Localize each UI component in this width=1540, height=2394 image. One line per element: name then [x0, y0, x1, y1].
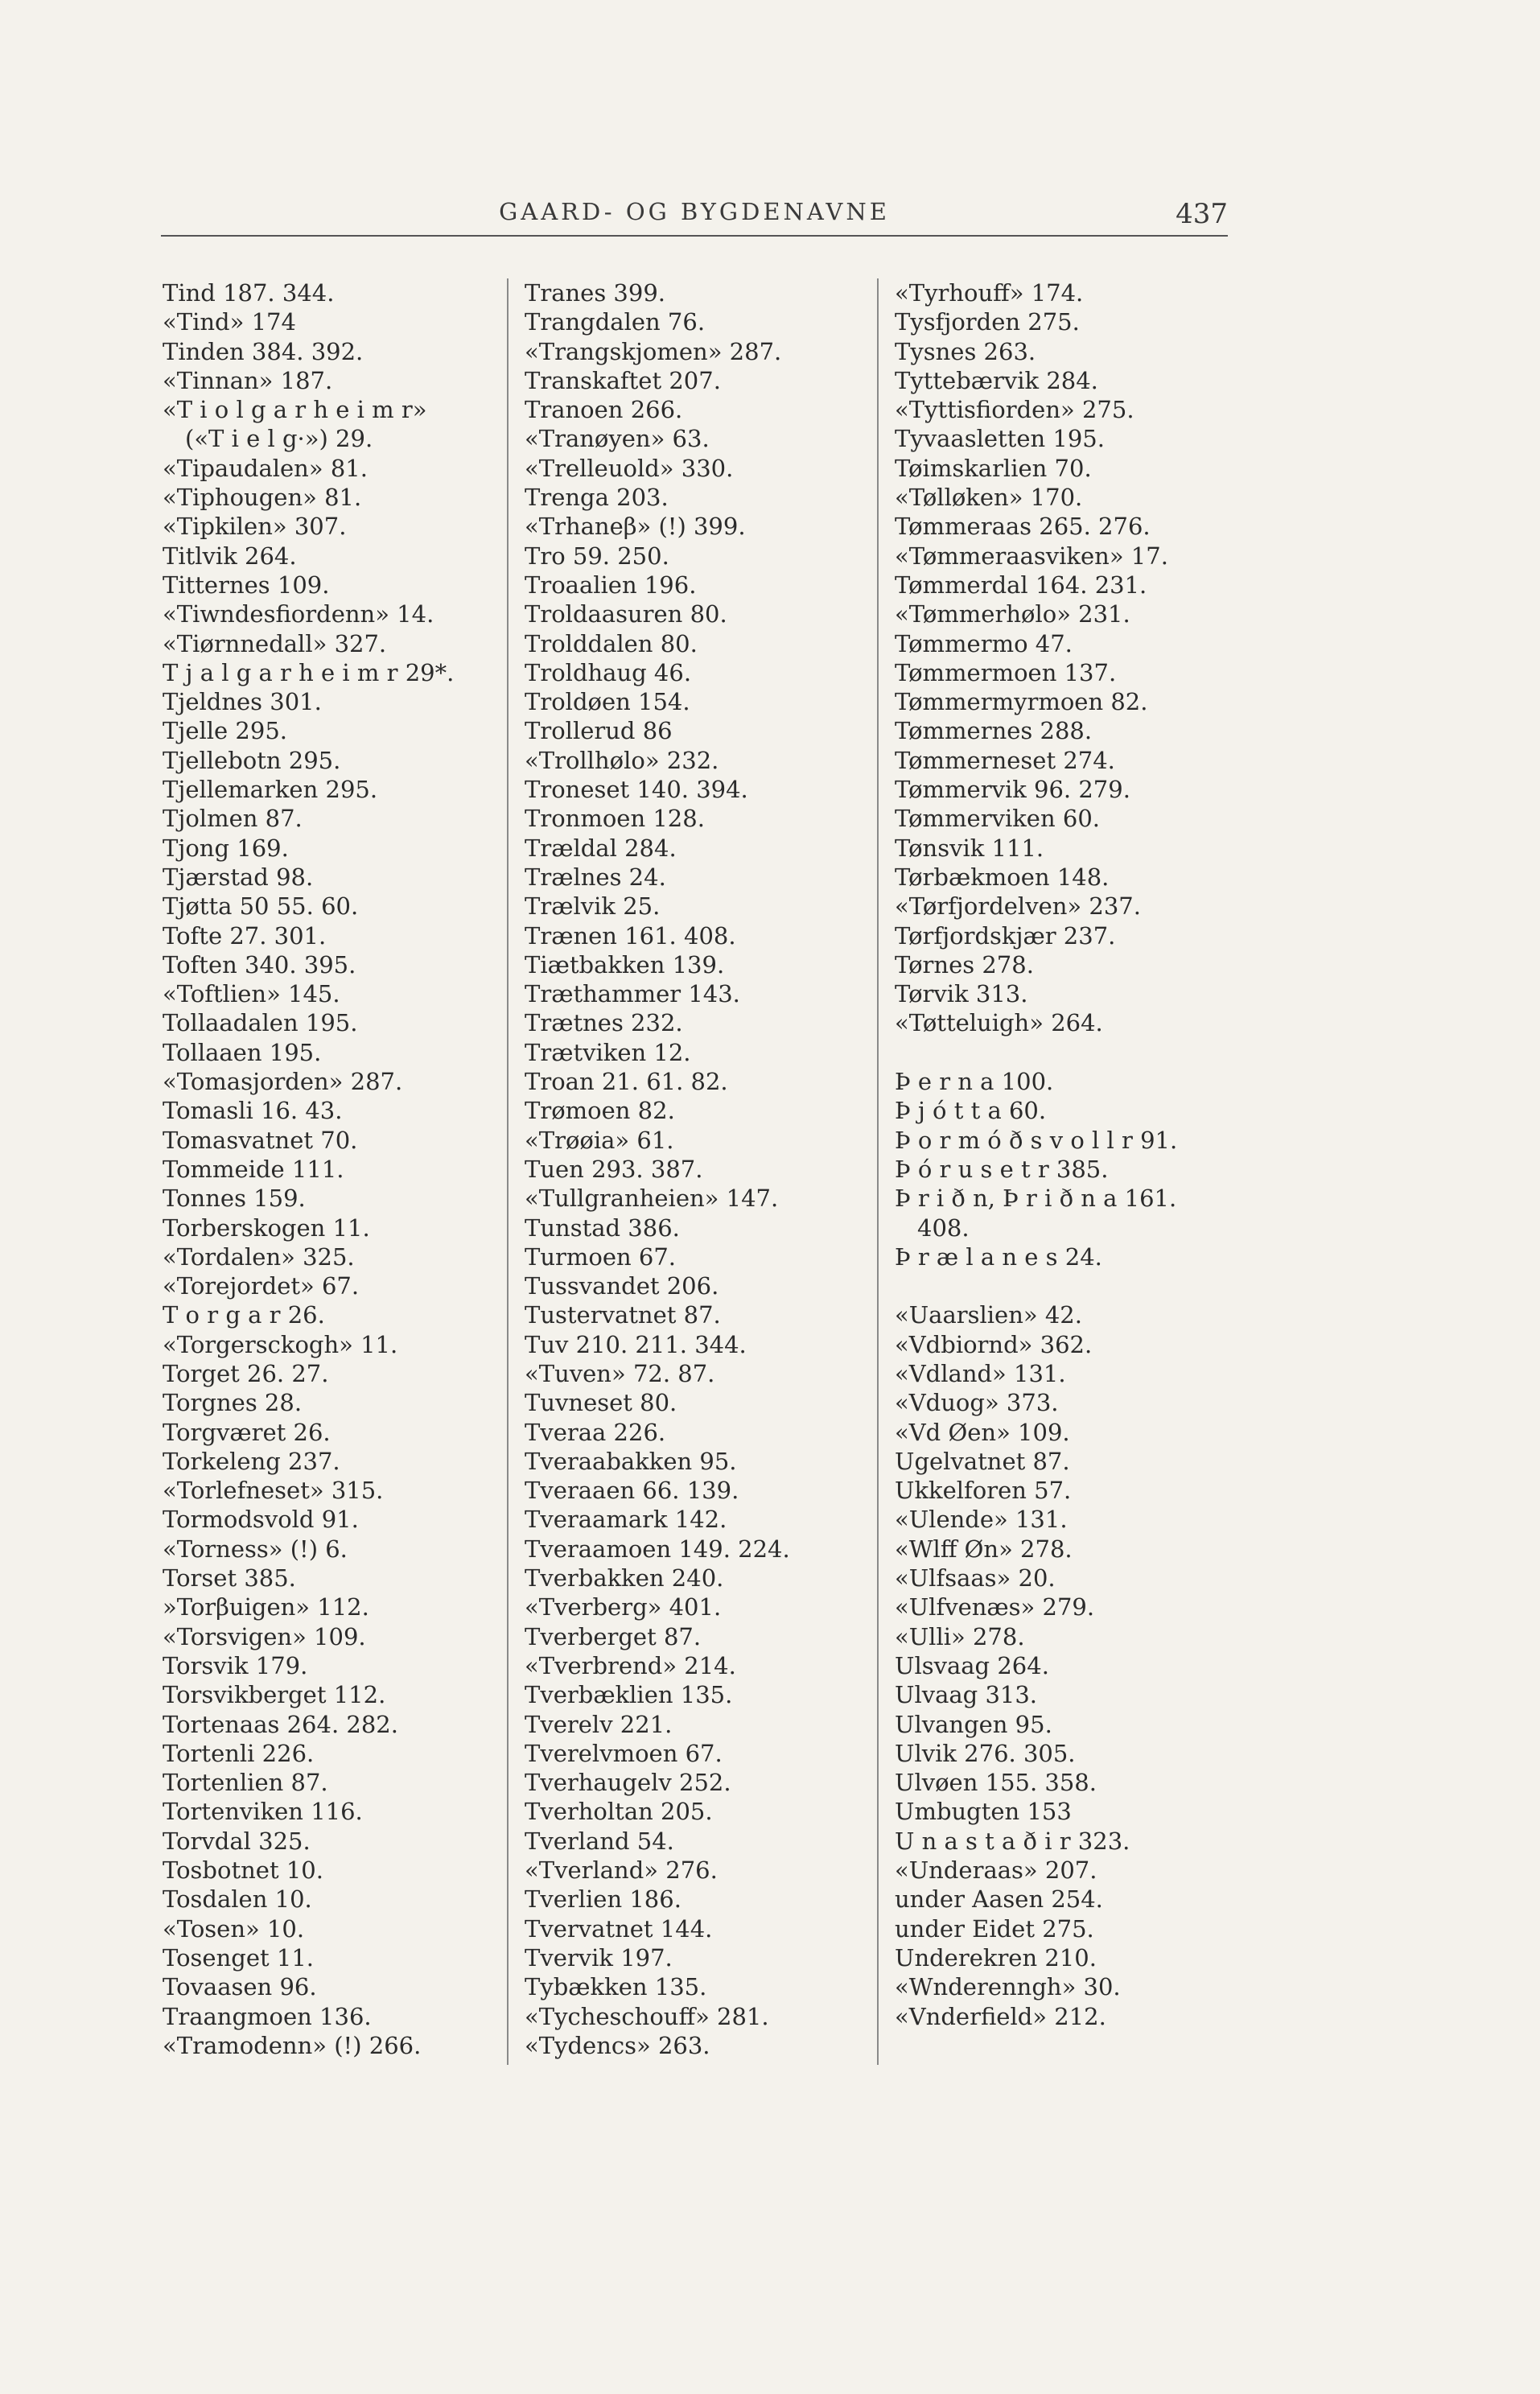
index-entry: under Eidet 275. — [895, 1914, 1094, 1943]
index-entry: Þ r i ð n, Þ r i ð n a 161. — [895, 1185, 1177, 1213]
index-entry: Tind 187. 344. — [163, 279, 335, 307]
index-entry: «Tosen» 10. — [163, 1914, 305, 1943]
index-entry: Tjøtta 50 55. 60. — [163, 892, 359, 921]
index-entry: Tømmernes 288. — [895, 717, 1093, 745]
index-entry: «Vd Øen» 109. — [895, 1418, 1070, 1446]
index-entry: Tormodsvold 91. — [163, 1506, 359, 1534]
index-entry: Torgværet 26. — [163, 1418, 331, 1446]
index-entry: Tunstad 386. — [525, 1213, 680, 1242]
index-entry: Troldhaug 46. — [525, 658, 692, 686]
index-entry: Tømmermyrmoen 82. — [895, 688, 1148, 716]
index-entry: Tømmermoen 137. — [895, 658, 1117, 686]
index-entry: Tverland 54. — [525, 1827, 674, 1855]
index-entry: Tjærstad 98. — [163, 863, 314, 891]
index-entry: «Torness» (!) 6. — [163, 1535, 348, 1563]
index-entry: Tortenli 226. — [163, 1739, 315, 1767]
index-entry: Tverbakken 240. — [525, 1564, 724, 1593]
index-entry: Titlvik 264. — [163, 542, 297, 570]
index-entry: «Tranøyen» 63. — [525, 425, 710, 453]
index-entry: Tomasli 16. 43. — [163, 1097, 343, 1125]
index-entry: Tustervatnet 87. — [525, 1301, 721, 1329]
index-entry: Tveraamoen 149. 224. — [525, 1535, 790, 1563]
index-entry: «Ulfsaas» 20. — [895, 1564, 1056, 1593]
index-entry: Tveraamark 142. — [525, 1506, 727, 1534]
index-entry: «Tind» 174 — [163, 308, 296, 336]
index-entry: «Tipaudalen» 81. — [163, 454, 368, 482]
index-entry: U n a s t a ð i r 323. — [895, 1827, 1130, 1855]
running-header — [161, 198, 1228, 238]
index-entry: «Torsvigen» 109. — [163, 1622, 366, 1650]
index-entry: Tollaaen 195. — [163, 1038, 322, 1066]
index-entry: Tørbækmoen 148. — [895, 863, 1110, 891]
index-entry: Tverelv 221. — [525, 1710, 673, 1738]
index-entry: Umbugten 153 — [895, 1798, 1072, 1826]
index-entry: Trætviken 12. — [525, 1038, 691, 1066]
header-title: GAARD- OG BYGDENAVNE — [499, 198, 890, 225]
index-entry: Tranoen 266. — [525, 396, 683, 424]
index-entry: «Trangskjomen» 287. — [525, 337, 782, 365]
index-entry: Þ ó r u s e t r 385. — [895, 1155, 1109, 1183]
header-rule — [161, 235, 1228, 237]
index-entry: Tiætbakken 139. — [525, 950, 725, 979]
index-entry: «Tullgranheien» 147. — [525, 1185, 779, 1213]
index-entry: «Vdbiornd» 362. — [895, 1330, 1093, 1358]
index-entry: Þ e r n a 100. — [895, 1068, 1054, 1096]
index-entry: Tollaadalen 195. — [163, 1009, 358, 1037]
index-entry: «Tverbrend» 214. — [525, 1651, 736, 1679]
index-entry: Þ o r m ó ð s v o l l r 91. — [895, 1126, 1178, 1154]
index-entry: («T i e l g·») 29. — [185, 425, 373, 453]
index-entry: Tommeide 111. — [163, 1155, 344, 1183]
index-entry: «Trøøia» 61. — [525, 1126, 674, 1154]
index-entry: Ugelvatnet 87. — [895, 1447, 1070, 1475]
index-entry: Tysfjorden 275. — [895, 308, 1080, 336]
index-entry: «Tøtteluigh» 264. — [895, 1009, 1103, 1037]
index-entry: Tosdalen 10. — [163, 1885, 312, 1914]
index-entry: Þ r æ l a n e s 24. — [895, 1242, 1102, 1271]
index-entry: Torkeleng 237. — [163, 1447, 340, 1475]
index-entry: Tuvneset 80. — [525, 1389, 677, 1417]
index-entry: «Ulende» 131. — [895, 1506, 1068, 1534]
index-entry: Tømmerneset 274. — [895, 746, 1115, 774]
index-entry: T o r g a r 26. — [163, 1301, 325, 1329]
index-entry: Tveraabakken 95. — [525, 1447, 737, 1475]
index-entry: Tovaasen 96. — [163, 1973, 317, 2001]
index-entry: Titternes 109. — [163, 571, 330, 599]
index-entry: «Tydencs» 263. — [525, 2031, 710, 2059]
index-entry: Turmoen 67. — [525, 1242, 677, 1271]
index-entry: «Tyttisfiorden» 275. — [895, 396, 1134, 424]
index-entry: Toften 340. 395. — [163, 950, 356, 979]
index-entry: «Tverland» 276. — [525, 1856, 718, 1885]
index-entry: Trømoen 82. — [525, 1097, 675, 1125]
index-entry: Tømmermo 47. — [895, 629, 1073, 657]
index-entry: Torvdal 325. — [163, 1827, 311, 1855]
index-entry: «Wlff Øn» 278. — [895, 1535, 1073, 1563]
index-entry: Tømmervik 96. 279. — [895, 776, 1130, 804]
index-entry: «Tinnan» 187. — [163, 366, 333, 394]
index-entry: Tuen 293. 387. — [525, 1155, 703, 1183]
index-entry: Torsvikberget 112. — [163, 1681, 386, 1709]
index-entry: Tussvandet 206. — [525, 1272, 719, 1300]
index-entry: Ulvik 276. 305. — [895, 1739, 1076, 1767]
index-entry: Tvervatnet 144. — [525, 1914, 713, 1943]
index-entry: Tveraaen 66. 139. — [525, 1477, 739, 1505]
index-entry: Trældal 284. — [525, 834, 677, 862]
index-entry: Troldaasuren 80. — [525, 600, 727, 628]
index-entry: Tosbotnet 10. — [163, 1856, 323, 1885]
index-entry: «Vnderfield» 212. — [895, 2002, 1106, 2030]
index-entry: «Tiørnnedall» 327. — [163, 629, 387, 657]
index-entry: Tverelvmoen 67. — [525, 1739, 723, 1767]
index-entry: Tjelle 295. — [163, 717, 287, 745]
index-entry: Troneset 140. 394. — [525, 776, 748, 804]
index-entry: Tronmoen 128. — [525, 805, 705, 833]
column-divider — [877, 278, 879, 2065]
index-entry: Tverberget 87. — [525, 1622, 702, 1650]
column-divider — [507, 278, 509, 2065]
index-entry: Tysnes 263. — [895, 337, 1036, 365]
index-column-1 — [163, 278, 484, 2060]
index-entry: «Vduog» 373. — [895, 1389, 1059, 1417]
index-entry: Tømmeraas 265. 276. — [895, 513, 1151, 541]
index-entry: «Trollhølo» 232. — [525, 746, 719, 774]
index-entry: T j a l g a r h e i m r 29*. — [163, 658, 455, 686]
index-entry: Tybækken 135. — [525, 1973, 707, 2001]
index-entry: Tjellemarken 295. — [163, 776, 378, 804]
index-entry: Tømmerviken 60. — [895, 805, 1100, 833]
index-entry: Tyttebærvik 284. — [895, 366, 1098, 394]
index-entry: Trælnes 24. — [525, 863, 666, 891]
index-entry: Tønsvik 111. — [895, 834, 1044, 862]
index-entry: Tortenlien 87. — [163, 1769, 328, 1797]
index-entry: Tyvaasletten 195. — [895, 425, 1105, 453]
index-entry: Torset 385. — [163, 1564, 296, 1593]
index-entry: Tøimskarlien 70. — [895, 454, 1092, 482]
index-entry: Tjellebotn 295. — [163, 746, 341, 774]
index-entry: Trælvik 25. — [525, 892, 661, 921]
index-entry: Tjong 169. — [163, 834, 289, 862]
index-entry: Troaalien 196. — [525, 571, 697, 599]
index-entry: Tonnes 159. — [163, 1185, 306, 1213]
index-entry: Træthammer 143. — [525, 980, 740, 1008]
index-entry: Underekren 210. — [895, 1943, 1097, 1972]
index-entry: Troldøen 154. — [525, 688, 690, 716]
index-entry: Trollerud 86 — [525, 717, 673, 745]
index-entry: Trætnes 232. — [525, 1009, 683, 1037]
index-entry: Ulvøen 155. 358. — [895, 1769, 1097, 1797]
index-entry: «Underaas» 207. — [895, 1856, 1097, 1885]
index-entry: Tosenget 11. — [163, 1943, 314, 1972]
index-entry: «T i o l g a r h e i m r» — [163, 396, 427, 424]
index-entry: Tveraa 226. — [525, 1418, 666, 1446]
index-entry: «Trelleuold» 330. — [525, 454, 734, 482]
index-entry: Tuv 210. 211. 344. — [525, 1330, 747, 1358]
index-entry: Tverlien 186. — [525, 1885, 681, 1914]
index-entry: «Uaarslien» 42. — [895, 1301, 1082, 1329]
index-entry: «Tuven» 72. 87. — [525, 1359, 715, 1387]
index-entry: Ukkelforen 57. — [895, 1477, 1072, 1505]
index-entry: under Aasen 254. — [895, 1885, 1103, 1914]
index-entry: «Tverberg» 401. — [525, 1593, 722, 1621]
index-entry: Tverbæklien 135. — [525, 1681, 733, 1709]
index-entry: Tortenviken 116. — [163, 1798, 363, 1826]
index-entry: «Tiphougen» 81. — [163, 484, 362, 512]
index-entry — [895, 1271, 1249, 1300]
index-column-2 — [525, 278, 863, 2060]
index-entry: Transkaftet 207. — [525, 366, 721, 394]
index-entry: Ulsvaag 264. — [895, 1651, 1049, 1679]
index-entry: Tvervik 197. — [525, 1943, 673, 1972]
index-entry: «Torgersckogh» 11. — [163, 1330, 398, 1358]
index-entry: «Tipkilen» 307. — [163, 513, 347, 541]
index-entry: Tørvik 313. — [895, 980, 1028, 1008]
index-entry: Tørnes 278. — [895, 950, 1034, 979]
index-entry: «Vdland» 131. — [895, 1359, 1066, 1387]
index-entry: «Trhaneβ» (!) 399. — [525, 513, 746, 541]
index-entry: «Tømmerhølo» 231. — [895, 600, 1130, 628]
index-entry: Tjolmen 87. — [163, 805, 303, 833]
index-entry: Ulvaag 313. — [895, 1681, 1038, 1709]
index-entry: Þ j ó t t a 60. — [895, 1097, 1047, 1125]
index-entry: Tinden 384. 392. — [163, 337, 364, 365]
index-entry: «Tordalen» 325. — [163, 1242, 355, 1271]
index-entry: Tørfjordskjær 237. — [895, 921, 1116, 950]
index-column-3 — [895, 278, 1249, 2031]
index-entry: Trænen 161. 408. — [525, 921, 736, 950]
index-entry: Tranes 399. — [525, 279, 666, 307]
index-entry: Tortenaas 264. 282. — [163, 1710, 398, 1738]
index-entry: «Tiwndesfiordenn» 14. — [163, 600, 434, 628]
index-entry: «Torejordet» 67. — [163, 1272, 360, 1300]
index-entry: Trangdalen 76. — [525, 308, 706, 336]
index-entry: 408. — [917, 1213, 970, 1242]
index-entry: «Tycheschouff» 281. — [525, 2002, 769, 2030]
index-entry: Tjeldnes 301. — [163, 688, 322, 716]
index-entry: Torgnes 28. — [163, 1389, 303, 1417]
index-entry: Torget 26. 27. — [163, 1359, 329, 1387]
index-entry — [895, 1038, 1249, 1067]
index-entry: «Tyrhouff» 174. — [895, 279, 1084, 307]
index-entry: Torsvik 179. — [163, 1651, 308, 1679]
index-entry: Tofte 27. 301. — [163, 921, 327, 950]
index-entry: Tro 59. 250. — [525, 542, 669, 570]
index-entry: «Ulli» 278. — [895, 1622, 1025, 1650]
index-entry: «Toftlien» 145. — [163, 980, 340, 1008]
index-entry: «Tørfjordelven» 237. — [895, 892, 1141, 921]
index-entry: Trenga 203. — [525, 484, 669, 512]
index-entry: «Torlefneset» 315. — [163, 1477, 384, 1505]
index-entry: «Tomasjorden» 287. — [163, 1068, 403, 1096]
index-entry: Tomasvatnet 70. — [163, 1126, 358, 1154]
page-number: 437 — [1176, 198, 1228, 230]
index-entry: «Tølløken» 170. — [895, 484, 1083, 512]
index-entry: Troan 21. 61. 82. — [525, 1068, 728, 1096]
index-entry: Tverhaugelv 252. — [525, 1769, 731, 1797]
index-entry: Torberskogen 11. — [163, 1213, 370, 1242]
index-entry: Tverholtan 205. — [525, 1798, 713, 1826]
index-entry: Traangmoen 136. — [163, 2002, 372, 2030]
index-entry: «Ulfvenæs» 279. — [895, 1593, 1095, 1621]
index-entry: Tømmerdal 164. 231. — [895, 571, 1147, 599]
index-entry: »Torβuigen» 112. — [163, 1593, 369, 1621]
index-entry: Ulvangen 95. — [895, 1710, 1052, 1738]
index-entry: «Wnderenngh» 30. — [895, 1973, 1121, 2001]
index-entry: «Tramodenn» (!) 266. — [163, 2031, 422, 2059]
index-entry: Trolddalen 80. — [525, 629, 698, 657]
index-entry: «Tømmeraasviken» 17. — [895, 542, 1168, 570]
